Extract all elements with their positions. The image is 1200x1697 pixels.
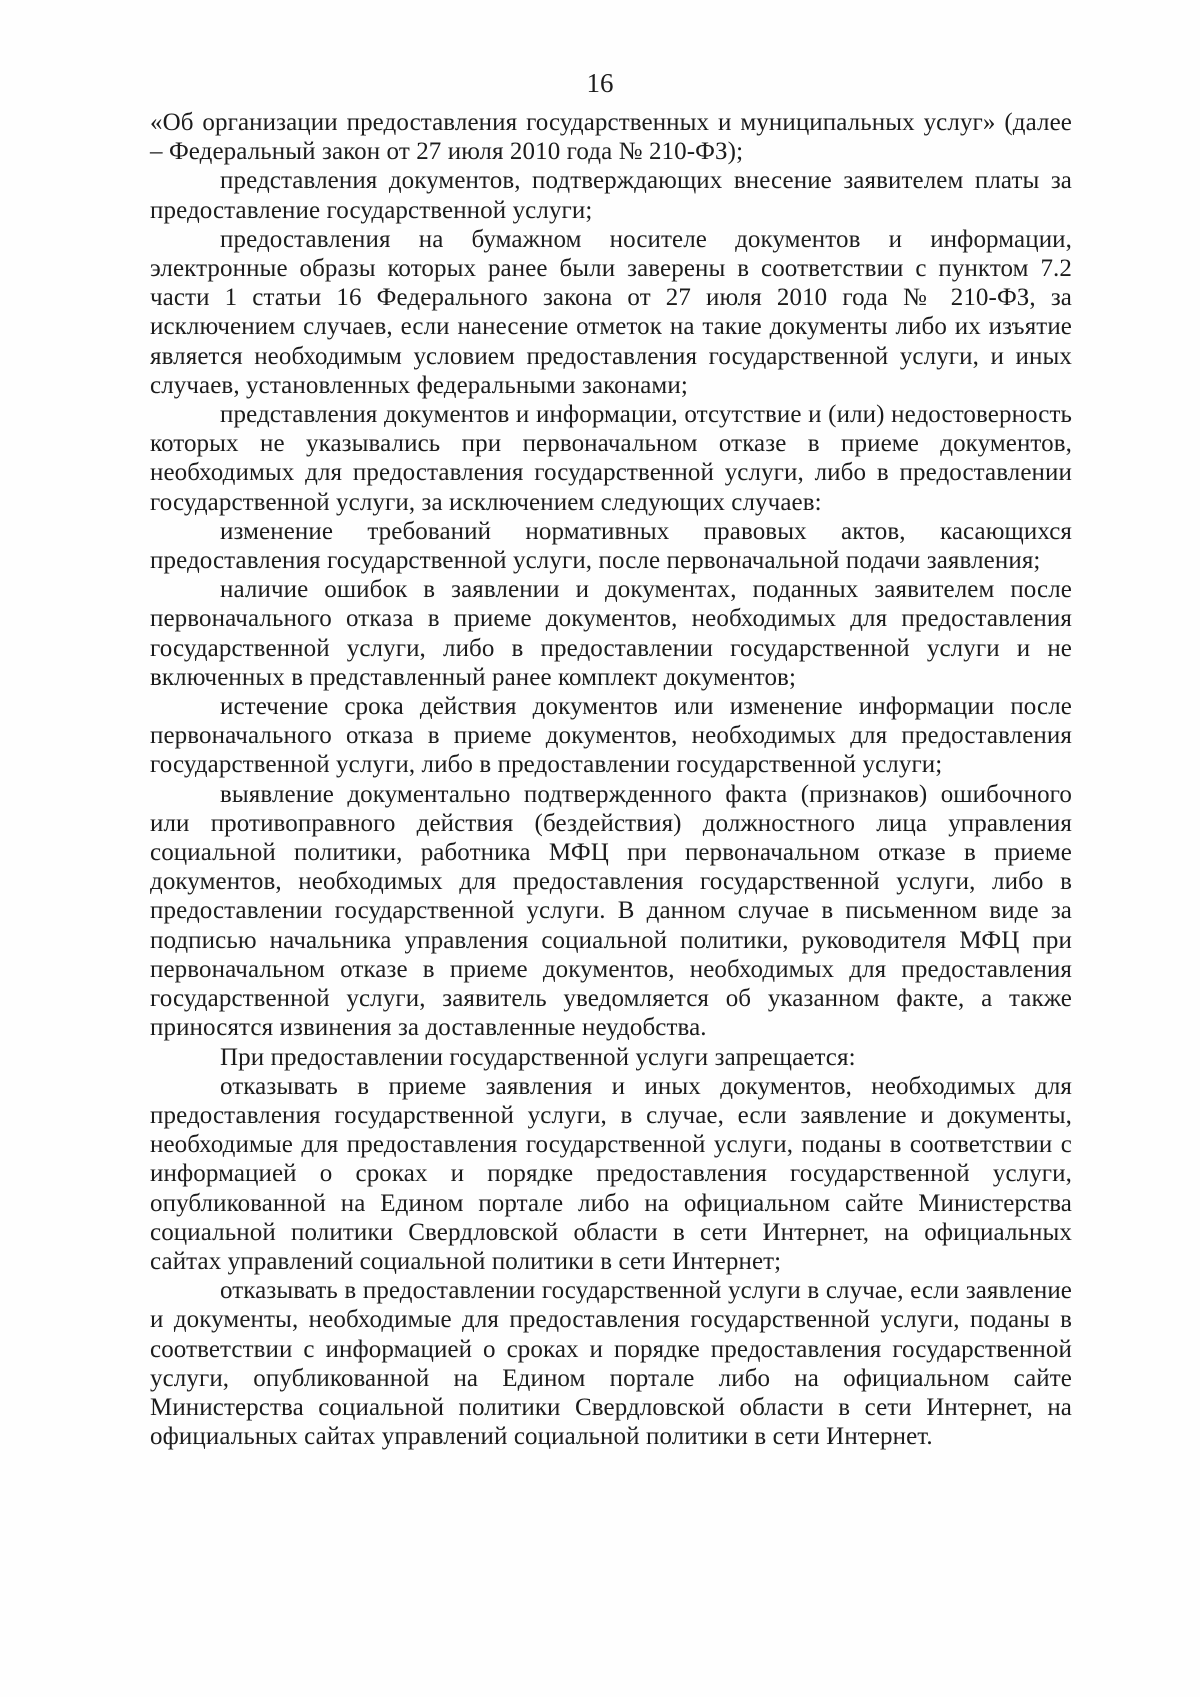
paragraph-official-error: выявление документально подтвержденного факта (признаков) ошибочного или противоправного действия (бездействия) должностного лица управления социальной политики, работника МФЦ при первоначальном отказе в приеме документов, необходимых для предоставления государственной услуги, либо в предоставлении государственной услуги. В данном случае в письменном виде за подписью начальника управления социальной политики, руководителя МФЦ при первоначальном отказе в приеме документов, необходимых для предоставления государственной услуги, заявитель уведомляется об указанном факте, а также приносятся извинения за доставленные неудобства. — [150, 780, 1072, 1042]
paragraph-missing-documents: представления документов и информации, отсутствие и (или) недостоверность которых не указывались при первоначальном отказе в приеме документов, необходимых для предоставления государственной услуги, либо в предоставлении государственной услуги, за исключением следующих случаев: — [150, 401, 1072, 516]
paragraph-law-reference: «Об организации предоставления государственных и муниципальных услуг» (далее – Федеральный закон от 27 июля 2010 года № 210-ФЗ); — [150, 109, 1072, 166]
paragraph-refuse-acceptance: отказывать в приеме заявления и иных документов, необходимых для предоставления государственной услуги, в случае, если заявление и документы, необходимые для предоставления государственной услуги, поданы в соответствии с информацией о сроках и порядке предоставления государственной услуги, опубликованной на Едином портале либо на официальном сайте Министерства социальной политики Свердловской области в сети Интернет, на официальных сайтах управлений социальной политики в сети Интернет; — [150, 1072, 1072, 1275]
paragraph-prohibitions-heading: При предоставлении государственной услуги запрещается: — [220, 1043, 856, 1071]
paragraph-refuse-service: отказывать в предоставлении государственной услуги в случае, если заявление и документы, необходимые для предоставления государственной услуги, поданы в соответствии с информацией о сроках и порядке предоставления государственной услуги, опубликованной на Едином портале либо на официальном сайте Министерства социальной политики Свердловской области в сети Интернет, на официальных сайтах управлений социальной политики в сети Интернет. — [150, 1277, 1072, 1451]
paragraph-payment-documents: представления документов, подтверждающих внесение заявителем платы за предоставление государственной услуги; — [150, 167, 1072, 224]
document-body — [150, 108, 1072, 1451]
paragraph-application-errors: наличие ошибок в заявлении и документах, поданных заявителем после первоначального отказа в приеме документов, необходимых для предоставления государственной услуги, либо в предоставлении государственной услуги и не включенных в представленный ранее комплект документов; — [150, 576, 1072, 691]
paragraph-requirements-change: изменение требований нормативных правовых актов, касающихся предоставления государственной услуги, после первоначальной подачи заявления; — [150, 517, 1072, 575]
paragraph-paper-documents: предоставления на бумажном носителе документов и информации, электронные образы которых ранее были заверены в соответствии с пунктом 7.2 части 1 статьи 16 Федерального закона от 27 июля 2010 года № 210-ФЗ, за исключением случаев, если нанесение отметок на такие документы либо их изъятие является необходимым условием предоставления государственной услуги, и иных случаев, установленных федеральными законами; — [150, 225, 1072, 399]
page-number: 16 — [586, 68, 614, 98]
paragraph-document-expiry: истечение срока действия документов или изменение информации после первоначального отказа в приеме документов, необходимых для предоставления государственной услуги, либо в предоставлении государственной услуги; — [150, 693, 1072, 779]
